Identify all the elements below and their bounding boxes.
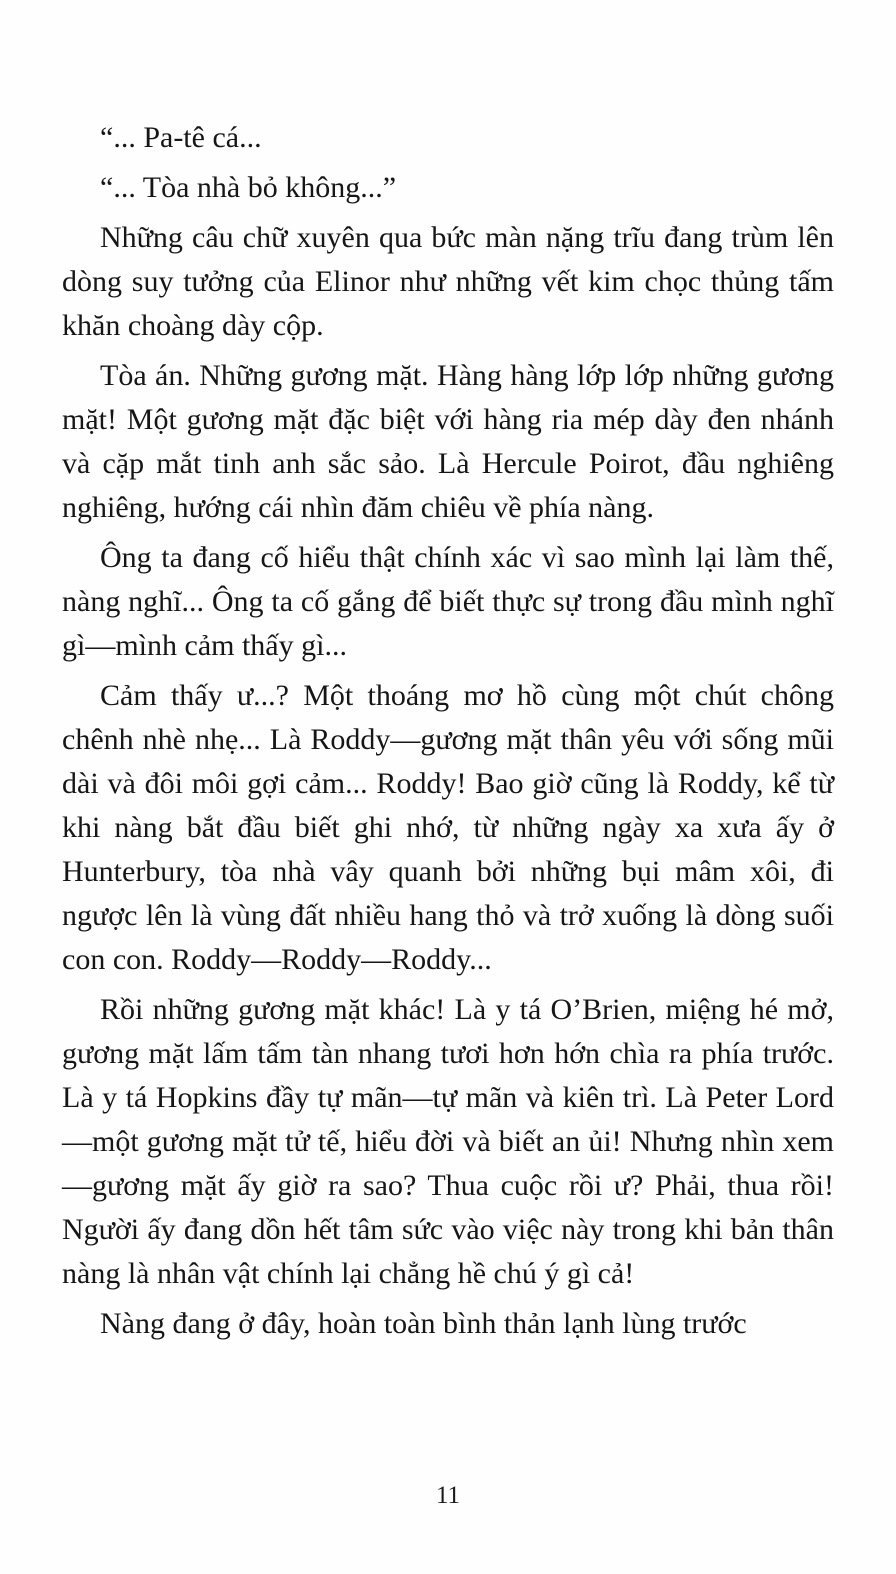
paragraph-1: Những câu chữ xuyên qua bức màn nặng trĩu đang trùm lên dòng suy tưởng của Elinor như những vết kim chọc thủng tấm khăn choàng dày cộp. — [62, 221, 834, 342]
page-number: 11 — [435, 1482, 461, 1509]
paragraph-6: Nàng đang ở đây, hoàn toàn bình thản lạnh lùng trước — [100, 1307, 747, 1340]
dialogue-line-1: “... Pa-tê cá... — [100, 121, 262, 154]
paragraph-2: Tòa án. Những gương mặt. Hàng hàng lớp lớp những gương mặt! Một gương mặt đặc biệt với hàng ria mép dày đen nhánh và cặp mắt tinh anh sắc sảo. Là Hercule Poirot, đầu nghiêng nghiêng, hướng cái nhìn đăm chiêu về phía nàng. — [62, 359, 834, 524]
paragraph-4: Cảm thấy ư...? Một thoáng mơ hồ cùng một chút chông chênh nhè nhẹ... Là Roddy—gương mặt thân yêu với sống mũi dài và đôi môi gợi cảm... Roddy! Bao giờ cũng là Roddy, kể từ khi nàng bắt đầu biết ghi nhớ, từ những ngày xa xưa ấy ở Hunterbury, tòa nhà vây quanh bởi những bụi mâm xôi, đi ngược lên là vùng đất nhiều hang thỏ và trở xuống là dòng suối con con. Roddy—Roddy—Roddy... — [62, 679, 834, 976]
dialogue-line-2: “... Tòa nhà bỏ không...” — [100, 171, 397, 204]
paragraph-5: Rồi những gương mặt khác! Là y tá O’Brien, miệng hé mở, gương mặt lấm tấm tàn nhang tươi hơn hớn chìa ra phía trước. Là y tá Hopkins đầy tự mãn—tự mãn và kiên trì. Là Peter Lord—một gương mặt tử tế, hiểu đời và biết an ủi! Nhưng nhìn xem—gương mặt ấy giờ ra sao? Thua cuộc rồi ư? Phải, thua rồi! Người ấy đang dồn hết tâm sức vào việc này trong khi bản thân nàng là nhân vật chính lại chẳng hề chú ý gì cả! — [62, 993, 834, 1290]
paragraph-3: Ông ta đang cố hiểu thật chính xác vì sao mình lại làm thế, nàng nghĩ... Ông ta cố gắng để biết thực sự trong đầu mình nghĩ gì—mình cảm thấy gì... — [62, 541, 834, 662]
page-text — [62, 116, 834, 1346]
